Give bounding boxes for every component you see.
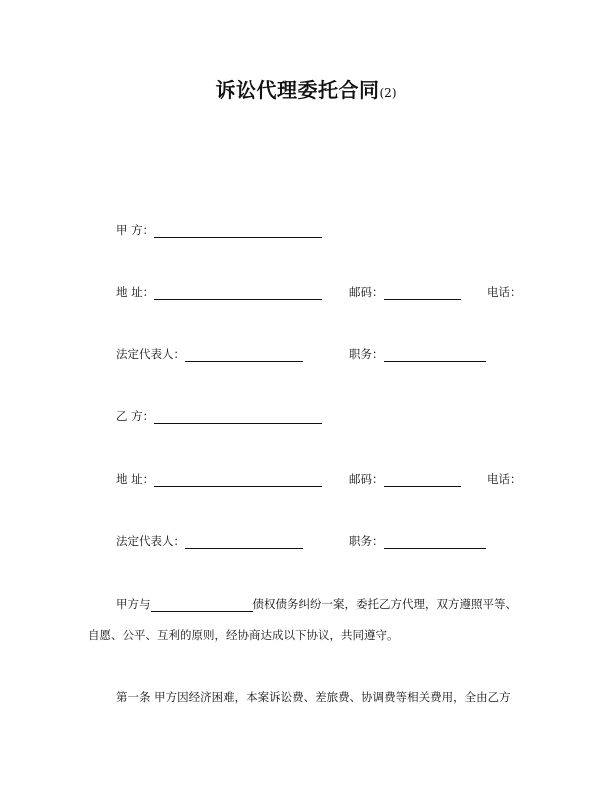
party-a-phone-label: 电话： (487, 285, 522, 299)
party-a-position-row (349, 346, 486, 362)
party-a-position-label: 职务： (349, 347, 384, 361)
party-b-position-blank[interactable] (384, 536, 486, 549)
intro-line-2: 自愿、公平、互利的原则，经协商达成以下协议，共同遵守。 (88, 628, 399, 642)
party-a-postcode-label: 邮码： (349, 285, 384, 299)
party-b-rep-blank[interactable] (185, 536, 303, 549)
party-a-address-blank[interactable] (154, 287, 322, 300)
intro-line-1 (116, 596, 556, 612)
title-main: 诉讼代理委托合同 (215, 78, 380, 102)
party-a-name-blank[interactable] (154, 225, 322, 238)
party-b-postcode-row (349, 471, 461, 487)
party-a-address-row (116, 284, 322, 300)
party-a-rep-row (116, 346, 303, 362)
party-a-phone-row (487, 284, 522, 300)
party-a-name-row (116, 222, 322, 238)
party-a-address-label: 地 址： (116, 285, 155, 299)
party-b-name-label: 乙 方： (116, 409, 155, 423)
intro-dispute-party-blank[interactable] (151, 599, 253, 612)
party-b-name-row (116, 408, 322, 424)
intro-prefix: 甲方与 (116, 597, 151, 611)
party-a-position-blank[interactable] (384, 349, 486, 362)
party-b-address-blank[interactable] (154, 474, 322, 487)
party-a-postcode-row (349, 284, 461, 300)
party-b-phone-row (487, 471, 522, 487)
party-b-rep-row (116, 533, 303, 549)
party-b-phone-label: 电话： (487, 472, 522, 486)
party-a-rep-blank[interactable] (185, 349, 303, 362)
party-a-name-label: 甲 方： (116, 223, 155, 237)
party-b-position-label: 职务： (349, 534, 384, 548)
party-b-address-label: 地 址： (116, 472, 155, 486)
party-b-rep-label: 法定代表人： (116, 534, 185, 548)
party-a-postcode-blank[interactable] (384, 287, 461, 300)
party-b-postcode-blank[interactable] (384, 474, 461, 487)
party-b-position-row (349, 533, 486, 549)
party-b-name-blank[interactable] (154, 411, 322, 424)
party-a-rep-label: 法定代表人： (116, 347, 185, 361)
clause-1-line-1: 第一条 甲方因经济困难，本案诉讼费、差旅费、协调费等相关费用，全由乙方 (116, 690, 511, 704)
party-b-address-row (116, 471, 322, 487)
title-suffix: (2) (379, 86, 397, 100)
intro-suffix: 债权债务纠纷一案，委托乙方代理，双方遵照平等、 (252, 597, 517, 611)
party-b-postcode-label: 邮码： (349, 472, 384, 486)
document-title (0, 74, 612, 103)
